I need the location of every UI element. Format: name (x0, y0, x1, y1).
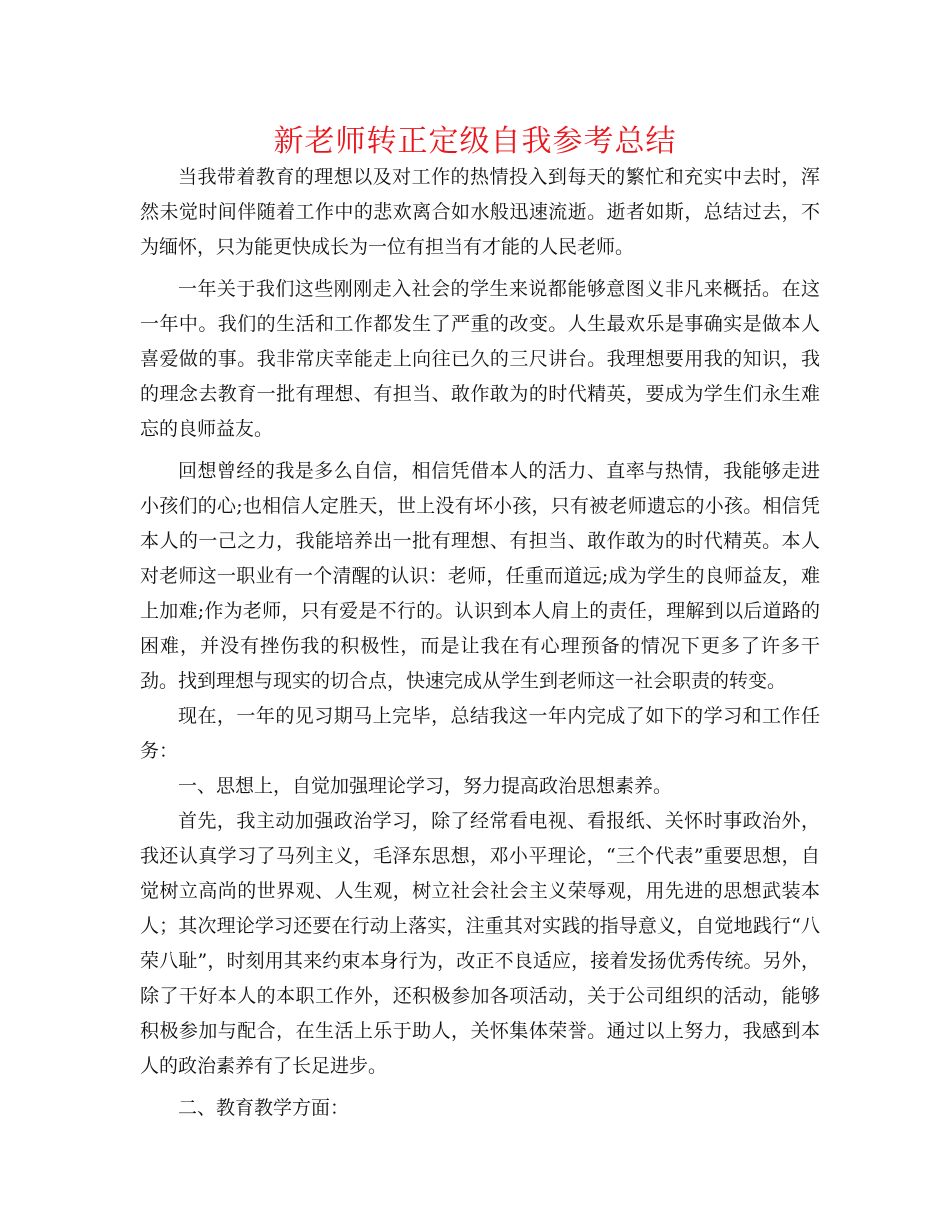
paragraph-summary-lead: 现在，一年的见习期马上完毕，总结我这一年内完成了如下的学习和工作任务： (140, 705, 820, 762)
section-heading-ideology: 一、思想上，自觉加强理论学习，努力提高政治思想素养。 (178, 775, 673, 797)
paragraph-reflection: 回想曾经的我是多么自信，相信凭借本人的活力、直率与热情，我能够走进小孩们的心;也相信人定胜天，世上没有坏小孩，只有被老师遗忘的小孩。相信凭本人的一己之力，我能培养出一批有理想、有担当、敢作敢为的时代精英。本人对老师这一职业有一个清醒的认识：老师，任重而道远;成为学生的良师益友，难上加难;作为老师，只有爱是不行的。认识到本人肩上的责任，理解到以后道路的困难，并没有挫伤我的积极性，而是让我在有心理预备的情况下更多了许多干劲。找到理想与现实的切合点，快速完成从学生到老师这一社会职责的转变。 (140, 460, 820, 692)
document-title: 新老师转正定级自我参考总结 (273, 124, 677, 159)
section-heading-teaching: 二、教育教学方面： (178, 1097, 350, 1119)
paragraph-first-year: 一年关于我们这些刚刚走入社会的学生来说都能够意图义非凡来概括。在这一年中。我们的生活和工作都发生了严重的改变。人生最欢乐是事确实是做本人喜爱做的事。我非常庆幸能走上向往已久的三尺讲台。我理想要用我的知识，我的理念去教育一批有理想、有担当、敢作敢为的时代精英，要成为学生们永生难忘的良师益友。 (140, 278, 820, 440)
document-body (140, 160, 820, 1126)
paragraph-political-study: 首先，我主动加强政治学习，除了经常看电视、看报纸、关怀时事政治外，我还认真学习了马列主义，毛泽东思想，邓小平理论，“三个代表”重要思想，自觉树立高尚的世界观、人生观，树立社会社会主义荣辱观，用先进的思想武装本人；其次理论学习还要在行动上落实，注重其对实践的指导意义，自觉地践行“八荣八耻”，时刻用其来约束本身行为，改正不良适应，接着发扬优秀传统。另外，除了干好本人的本职工作外，还积极参加各项活动，关于公司组织的活动，能够积极参加与配合，在生活上乐于助人，关怀集体荣誉。通过以上努力，我感到本人的政治素养有了长足进步。 (140, 810, 820, 1077)
paragraph-intro: 当我带着教育的理想以及对工作的热情投入到每天的繁忙和充实中去时，浑然未觉时间伴随着工作中的悲欢离合如水般迅速流逝。逝者如斯，总结过去，不为缅怀，只为能更快成长为一位有担当有才能的人民老师。 (140, 166, 820, 258)
